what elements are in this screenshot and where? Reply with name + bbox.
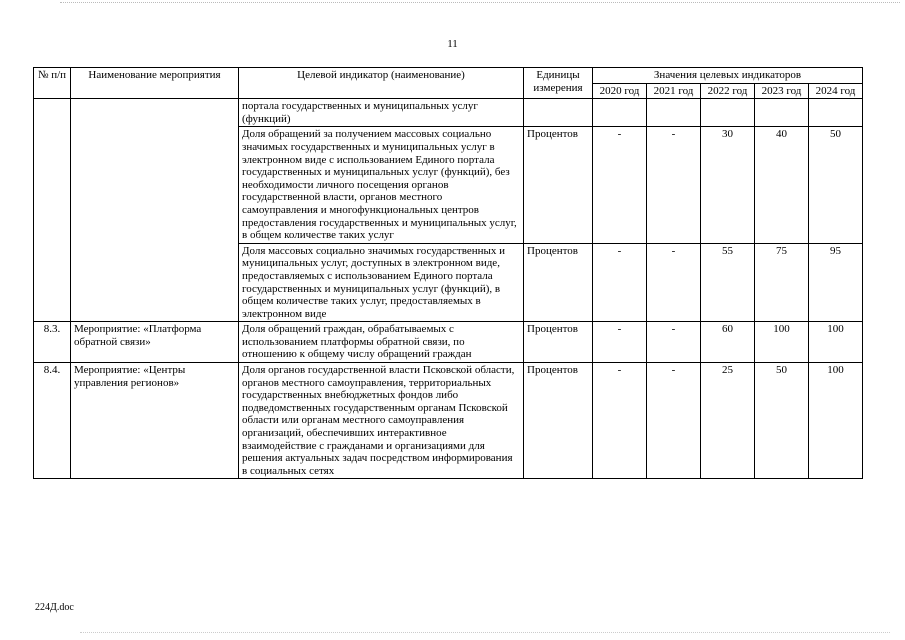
row-value — [647, 99, 701, 127]
row-indicator: Доля обращений граждан, обрабатываемых с использованием платформы обратной связи, по отношению к общему числу обращений граждан — [239, 322, 524, 363]
row-activity: Мероприятие: «Центры управления регионов» — [71, 363, 239, 479]
row-unit: Процентов — [524, 127, 593, 243]
row-value: - — [647, 243, 701, 322]
header-year: 2024 год — [809, 83, 863, 99]
row-value: 60 — [701, 322, 755, 363]
row-indicator: Доля органов государственной власти Псковской области, органов местного самоуправления, территориальных государственных внебюджетных фондов либо подведомственных государственным органам Псковской области или органам местного самоуправления организаций, обеспечивших интерактивное взаимодействие с гражданами и организациями для решения актуальных задач посредством информирования в социальных сетях — [239, 363, 524, 479]
row-unit: Процентов — [524, 243, 593, 322]
row-value: 95 — [809, 243, 863, 322]
row-value — [755, 99, 809, 127]
row-value: 40 — [755, 127, 809, 243]
row-activity — [71, 99, 239, 322]
row-value: 55 — [701, 243, 755, 322]
row-value: - — [647, 322, 701, 363]
row-num: 8.4. — [34, 363, 71, 479]
table-row — [34, 99, 863, 127]
row-value: 50 — [755, 363, 809, 479]
row-value — [809, 99, 863, 127]
header-indicator: Целевой индикатор (наименование) — [239, 68, 524, 99]
row-value: 100 — [755, 322, 809, 363]
table-row — [34, 322, 863, 363]
header-activity: Наименование мероприятия — [71, 68, 239, 99]
row-value: 25 — [701, 363, 755, 479]
row-value: - — [647, 127, 701, 243]
header-year: 2020 год — [593, 83, 647, 99]
table-row — [34, 363, 863, 479]
header-year: 2023 год — [755, 83, 809, 99]
header-num: № п/п — [34, 68, 71, 99]
header-unit: Единицы измерения — [524, 68, 593, 99]
scan-edge-top — [60, 2, 900, 5]
header-year: 2022 год — [701, 83, 755, 99]
row-unit — [524, 99, 593, 127]
row-num: 8.3. — [34, 322, 71, 363]
row-indicator: Доля обращений за получением массовых социально значимых государственных и муниципальных услуг в электронном виде с использованием Единого портала государственных и муниципальных услуг (функций), без необходимости личного посещения органов государственной власти, органов местного самоуправления и многофункциональных центров предоставления государственных и муниципальных услуг, в общем количестве таких услуг — [239, 127, 524, 243]
row-activity: Мероприятие: «Платформа обратной связи» — [71, 322, 239, 363]
page-number: 11 — [447, 38, 458, 50]
indicators-table — [33, 67, 863, 479]
row-unit: Процентов — [524, 363, 593, 479]
row-value: 50 — [809, 127, 863, 243]
row-unit: Процентов — [524, 322, 593, 363]
row-value: 100 — [809, 322, 863, 363]
row-value: 100 — [809, 363, 863, 479]
row-value: 30 — [701, 127, 755, 243]
header-values-group: Значения целевых индикаторов — [593, 68, 863, 84]
row-value: - — [593, 127, 647, 243]
row-value — [701, 99, 755, 127]
row-indicator: Доля массовых социально значимых государственных и муниципальных услуг, доступных в электронном виде, предоставляемых с использованием Единого портала государственных и муниципальных услуг (функций), в общем количестве таких услуг, предоставляемых в электронном виде — [239, 243, 524, 322]
row-value: 75 — [755, 243, 809, 322]
row-value — [593, 99, 647, 127]
row-num — [34, 99, 71, 322]
scan-edge-bottom — [80, 632, 890, 635]
row-value: - — [647, 363, 701, 479]
row-value: - — [593, 363, 647, 479]
row-value: - — [593, 322, 647, 363]
header-row-top — [34, 68, 863, 84]
row-value: - — [593, 243, 647, 322]
footer-filename: 224Д.doc — [35, 602, 74, 613]
row-indicator: портала государственных и муниципальных услуг (функций) — [239, 99, 524, 127]
header-year: 2021 год — [647, 83, 701, 99]
